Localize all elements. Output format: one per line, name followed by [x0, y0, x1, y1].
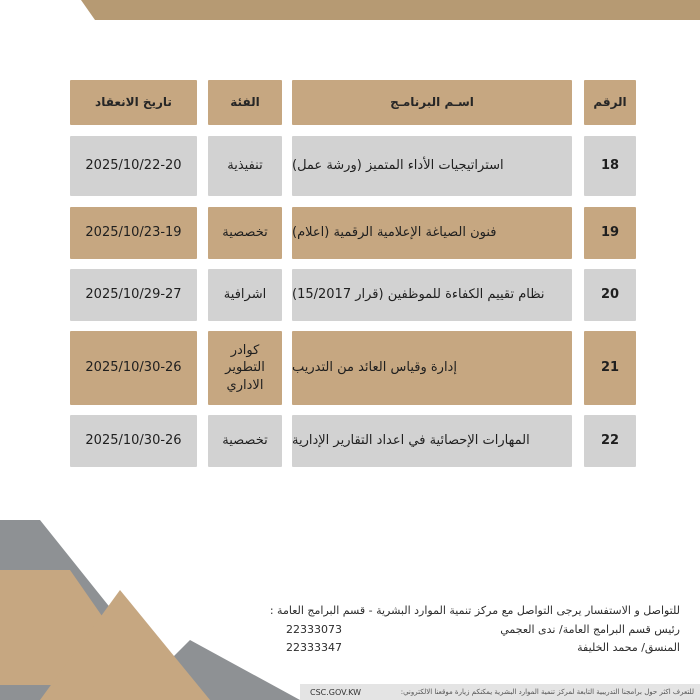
contact-intro: للتواصل و الاستفسار يرجى التواصل مع مركز تنمية الموارد البشرية - قسم البرامج العامة : [269, 604, 680, 617]
row-category: اشرافية [208, 269, 282, 321]
head-of-department: رئيس قسم البرامج العامة/ ندى العجمي [500, 623, 680, 636]
website-link[interactable]: CSC.GOV.KW [310, 687, 362, 697]
row-category: تخصصية [208, 207, 282, 259]
row-number: 19 [584, 207, 636, 259]
header-program: اسـم البرنامـج [292, 80, 572, 125]
footer-note: للتعرف اكثر حول برامجنا التدريبية التابعة لمركز تنمية الموارد البشرية يمكنكم زيارة موقعنا الالكتروني: [400, 688, 694, 696]
row-program-name: المهارات الإحصائية في اعداد التقارير الإدارية [292, 415, 572, 467]
row-date: 2025/10/22-20 [70, 136, 197, 196]
coordinator: المنسق/ محمد الخليفة [577, 641, 680, 654]
row-number: 21 [584, 331, 636, 405]
row-number: 22 [584, 415, 636, 467]
row-program-name: استراتيجيات الأداء المتميز (ورشة عمل) [292, 136, 572, 196]
coordinator-phone: 22333347 [286, 641, 342, 654]
row-program-name: إدارة وقياس العائد من التدريب [292, 331, 572, 405]
decorative-shapes [0, 500, 300, 700]
row-number: 18 [584, 136, 636, 196]
row-date: 2025/10/23-19 [70, 207, 197, 259]
row-program-name: فنون الصياغة الإعلامية الرقمية (اعلام) [292, 207, 572, 259]
header-number: الرقم [584, 80, 636, 125]
row-number: 20 [584, 269, 636, 321]
footer-bar [300, 684, 700, 700]
header-date: تاريخ الانعقاد [70, 80, 197, 125]
row-date: 2025/10/29-27 [70, 269, 197, 321]
header-category: الفئة [208, 80, 282, 125]
row-date: 2025/10/30-26 [70, 331, 197, 405]
row-program-name: نظام تقييم الكفاءة للموظفين (قرار 15/2017) [292, 269, 572, 321]
head-phone: 22333073 [286, 623, 342, 636]
row-category: تنفيذية [208, 136, 282, 196]
row-category: كوادر التطوير الاداري [208, 331, 282, 405]
top-decorative-bar [95, 0, 700, 20]
row-date: 2025/10/30-26 [70, 415, 197, 467]
row-category: تخصصية [208, 415, 282, 467]
